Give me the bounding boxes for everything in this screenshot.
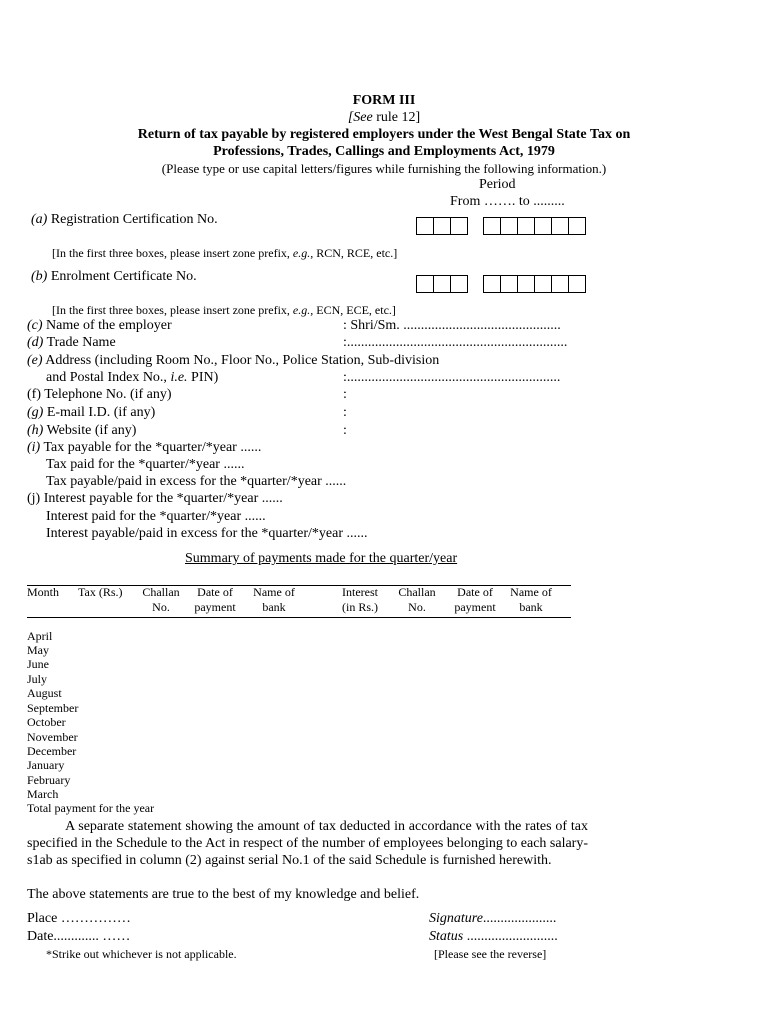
month-row: May [27, 643, 49, 657]
input-box[interactable] [517, 275, 535, 293]
month-row: November [27, 730, 78, 744]
statement-paragraph: A separate statement showing the amount of tax deducted in accordance with the rates of tax specified in the Schedule to the Act in respect of the number of employees belonging to each salary-s1ab as specified in column (2) against serial No.1 of the said Schedule is furnished herewith. [27, 819, 588, 868]
email-label: (g) E-mail I.D. (if any) [27, 405, 156, 420]
input-box[interactable] [568, 275, 586, 293]
tax-excess-line: Tax payable/paid in excess for the *quarter/*year ...... [46, 474, 347, 489]
email-field[interactable]: : [343, 405, 347, 420]
employer-name-label: (c) Name of the employer [27, 318, 172, 333]
header-tax: Tax (Rs.) [78, 585, 123, 599]
tax-payable-line: (i) Tax payable for the *quarter/*year ...... [27, 440, 262, 455]
month-row: August [27, 686, 62, 700]
form-heading-line2: Professions, Trades, Callings and Employments Act, 1979 [213, 144, 555, 159]
date-field[interactable]: Date............. …… [27, 929, 131, 944]
input-box[interactable] [551, 217, 569, 235]
telephone-label: (f) Telephone No. (if any) [27, 387, 172, 402]
place-field[interactable]: Place …………… [27, 911, 131, 926]
month-row: December [27, 744, 77, 758]
input-box[interactable] [416, 217, 434, 235]
input-box[interactable] [551, 275, 569, 293]
input-box[interactable] [433, 275, 451, 293]
month-row: October [27, 715, 66, 729]
reverse-note: [Please see the reverse] [434, 947, 547, 961]
website-field[interactable]: : [343, 423, 347, 438]
total-payment-row: Total payment for the year [27, 801, 155, 815]
header-date-2: Date of payment [454, 585, 496, 614]
telephone-field[interactable]: : [343, 387, 347, 402]
form-title: FORM III [352, 93, 416, 108]
month-row: March [27, 787, 59, 801]
rule-reference: [See rule 12] [347, 110, 421, 125]
input-box[interactable] [450, 217, 468, 235]
header-bank-2: Name of bank [510, 585, 552, 614]
month-row: June [27, 657, 49, 671]
input-box[interactable] [483, 275, 501, 293]
interest-payable-line: (j) Interest payable for the *quarter/*year ...... [27, 491, 283, 506]
address-field[interactable]: :............................................................. [343, 370, 561, 385]
declaration: The above statements are true to the best of my knowledge and belief. [27, 887, 420, 902]
trade-name-field[interactable]: :............................................................... [343, 335, 568, 350]
trade-name-label: (d) Trade Name [27, 335, 116, 350]
address-label-line1: (e) Address (including Room No., Floor No., Police Station, Sub-division [27, 353, 440, 368]
signature-field[interactable]: Signature..................... [429, 911, 557, 926]
input-box[interactable] [416, 275, 434, 293]
interest-paid-line: Interest paid for the *quarter/*year ...... [46, 509, 266, 524]
month-row: September [27, 701, 79, 715]
tax-paid-line: Tax paid for the *quarter/*year ...... [46, 457, 245, 472]
period-label: Period [479, 177, 516, 192]
header-bank-1: Name of bank [253, 585, 295, 614]
employer-name-field[interactable]: : Shri/Sm. ............................................. [343, 318, 561, 333]
input-box[interactable] [433, 217, 451, 235]
enrolment-note: [In the first three boxes, please insert zone prefix, e.g., ECN, ECE, etc.] [52, 303, 396, 317]
form-heading-line1: Return of tax payable by registered employers under the West Bengal State Tax on [137, 127, 631, 142]
table-header-rule [27, 617, 571, 618]
input-box[interactable] [500, 275, 518, 293]
header-interest: Interest (in Rs.) [342, 585, 378, 614]
input-box[interactable] [534, 217, 552, 235]
registration-number-boxes[interactable] [484, 217, 586, 235]
header-month: Month [27, 585, 60, 599]
interest-excess-line: Interest payable/paid in excess for the *quarter/*year ...... [46, 526, 368, 541]
period-range: From ……. to ......... [450, 194, 565, 209]
registration-note: [In the first three boxes, please insert zone prefix, e.g., RCN, RCE, etc.] [52, 246, 398, 260]
month-row: April [27, 629, 53, 643]
header-date-1: Date of payment [194, 585, 236, 614]
input-box[interactable] [483, 217, 501, 235]
status-field[interactable]: Status .......................... [429, 929, 558, 944]
form-instruction: (Please type or use capital letters/figures while furnishing the following information.) [161, 161, 607, 176]
input-box[interactable] [500, 217, 518, 235]
website-label: (h) Website (if any) [27, 423, 137, 438]
enrolment-number-boxes[interactable] [484, 275, 586, 293]
month-row: July [27, 672, 48, 686]
address-label-line2: and Postal Index No., i.e. PIN) [46, 370, 219, 385]
enrolment-prefix-boxes[interactable] [417, 275, 468, 293]
registration-label: (a) Registration Certification No. [31, 212, 218, 227]
month-row: January [27, 758, 65, 772]
enrolment-label: (b) Enrolment Certificate No. [31, 269, 197, 284]
summary-title: Summary of payments made for the quarter/year [185, 551, 458, 566]
input-box[interactable] [450, 275, 468, 293]
header-challan-2: Challan No. [398, 585, 436, 614]
strike-note: *Strike out whichever is not applicable. [46, 947, 237, 961]
registration-prefix-boxes[interactable] [417, 217, 468, 235]
input-box[interactable] [517, 217, 535, 235]
input-box[interactable] [534, 275, 552, 293]
header-challan-1: Challan No. [142, 585, 180, 614]
month-row: February [27, 773, 71, 787]
input-box[interactable] [568, 217, 586, 235]
